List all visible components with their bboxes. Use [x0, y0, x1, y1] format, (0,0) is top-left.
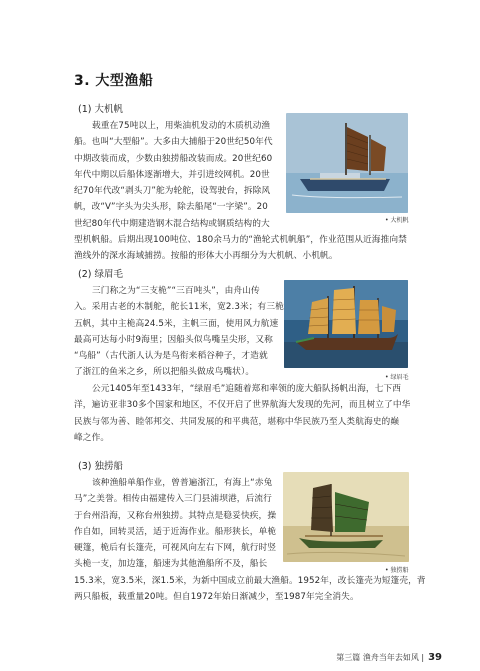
photo-caption-2: • 绿眉毛 [385, 374, 409, 381]
paragraph-line: 公元1405年至1433年，“绿眉毛”追随着郑和率领的庞大船队扬帆出海，七下西 [92, 384, 402, 394]
photo-caption-3: • 独捞船 [385, 567, 409, 574]
paragraph-line: 于台州沿海，又称台州独捞。其特点是稳妥快疾，操 [74, 510, 277, 521]
paragraph-line: 两只船板，载重量20吨。但自1972年始日渐减少，至1987年完全消失。 [74, 592, 359, 603]
paragraph-line: 载重在75吨以上，用柴油机发动的木质机动渔 [92, 121, 271, 131]
single-drag-boat-photo [283, 472, 409, 562]
paragraph-line: 入。采用古老的木制舵，舵长11米，宽2.3米；有三桅 [74, 302, 284, 313]
paragraph-line: 15.3米，宽3.5米，深1.5米，为新中国成立前最大渔船。1952年，改长篷壳为短篷壳，背 [74, 576, 426, 586]
paragraph-line: 了浙江的鱼米之乡，所以把船头做成鸟嘴状）。 [74, 367, 255, 378]
paragraph-line: 世纪80年代中期建造钢木混合结构或钢质结构的大 [74, 218, 270, 229]
page-footer [336, 652, 442, 663]
paragraph-line: 帆，改“V”字头为尖头形，除去船尾“一字梁”。20 [74, 202, 268, 213]
subsection-heading-2: (2) 绿眉毛 [78, 269, 123, 280]
paragraph-line: 渔线外的深水海域捕捞。按船的形体大小再细分为大机帆、小机帆。 [74, 251, 338, 262]
paragraph-line: 该种渔船单船作业，曾普遍浙江，有海上“赤兔 [92, 478, 273, 488]
paragraph-line: 三门称之为“三支桅”“三百吨头”，由舟山传 [92, 286, 260, 296]
paragraph-line: 最高可达每小时9海里；因船头似鸟嘴呈尖形，又称 [74, 334, 273, 345]
subsection-heading-3: (3) 独捞船 [78, 461, 123, 472]
subsection-heading-1: (1) 大机帆 [78, 104, 123, 115]
paragraph-line: 硬篷，桅后有长篷壳，可视风向左右下网，航行时竖 [74, 543, 277, 554]
paragraph-2-wide [74, 381, 444, 446]
motor-sailboat-photo [286, 113, 408, 213]
paragraph-line: “鸟船”（古代浙人认为是鸟衔来稻谷种子，才造就 [74, 351, 268, 362]
paragraph-line: 峰之作。 [74, 432, 110, 443]
section-title: 3. 大型渔船 [74, 73, 154, 89]
paragraph-line: 纪70年代改“剥头刀”舵为轮舵，设驾驶台，拆除风 [74, 186, 271, 197]
paragraph-line: 年代中期以后船体逐渐增大，并引进绞网机。20世 [74, 169, 270, 180]
paragraph-line: 民族与邻为善、睦邻邦交、共同发展的和平典范，堪称中华民族乃至人类航海史的巅 [74, 416, 400, 427]
paragraph-line: 洋，遍访亚非30多个国家和地区，不仅开启了世界航海大发现的先河，而且树立了中华 [74, 400, 411, 411]
paragraph-line: 作自如，回转灵活，适于近海作业。船形狭长，单桅 [74, 526, 277, 537]
paragraph-line: 船。也叫“大型船”。大多由大捕船于20世纪50年代 [74, 137, 273, 148]
paragraph-line: 型机帆船。后期出现100吨位、180余马力的“渔轮式机帆船”，作业范围从近海推向禁 [74, 235, 407, 245]
paragraph-line: 马”之美誉。相传由福建传入三门县浦坝港，后流行 [74, 494, 272, 505]
photo-caption-1: • 大机帆 [385, 217, 409, 224]
paragraph-1-wide [74, 232, 444, 265]
chapter-title: 第三篇 渔舟当年去如风 | [336, 653, 425, 662]
green-eyebrow-boat-photo [284, 280, 408, 368]
page-number: 39 [428, 652, 442, 663]
paragraph-line: 五帆，其中主桅高24.5米，主帆三面，使用风力航速 [74, 318, 279, 329]
paragraph-line: 中期改装而成，少数由独捞船改装而成。20世纪60 [74, 153, 273, 164]
paragraph-3-wide [74, 573, 444, 606]
paragraph-line: 头桅一支，加边篷，船速为其他渔船所不及，船长 [74, 559, 268, 570]
